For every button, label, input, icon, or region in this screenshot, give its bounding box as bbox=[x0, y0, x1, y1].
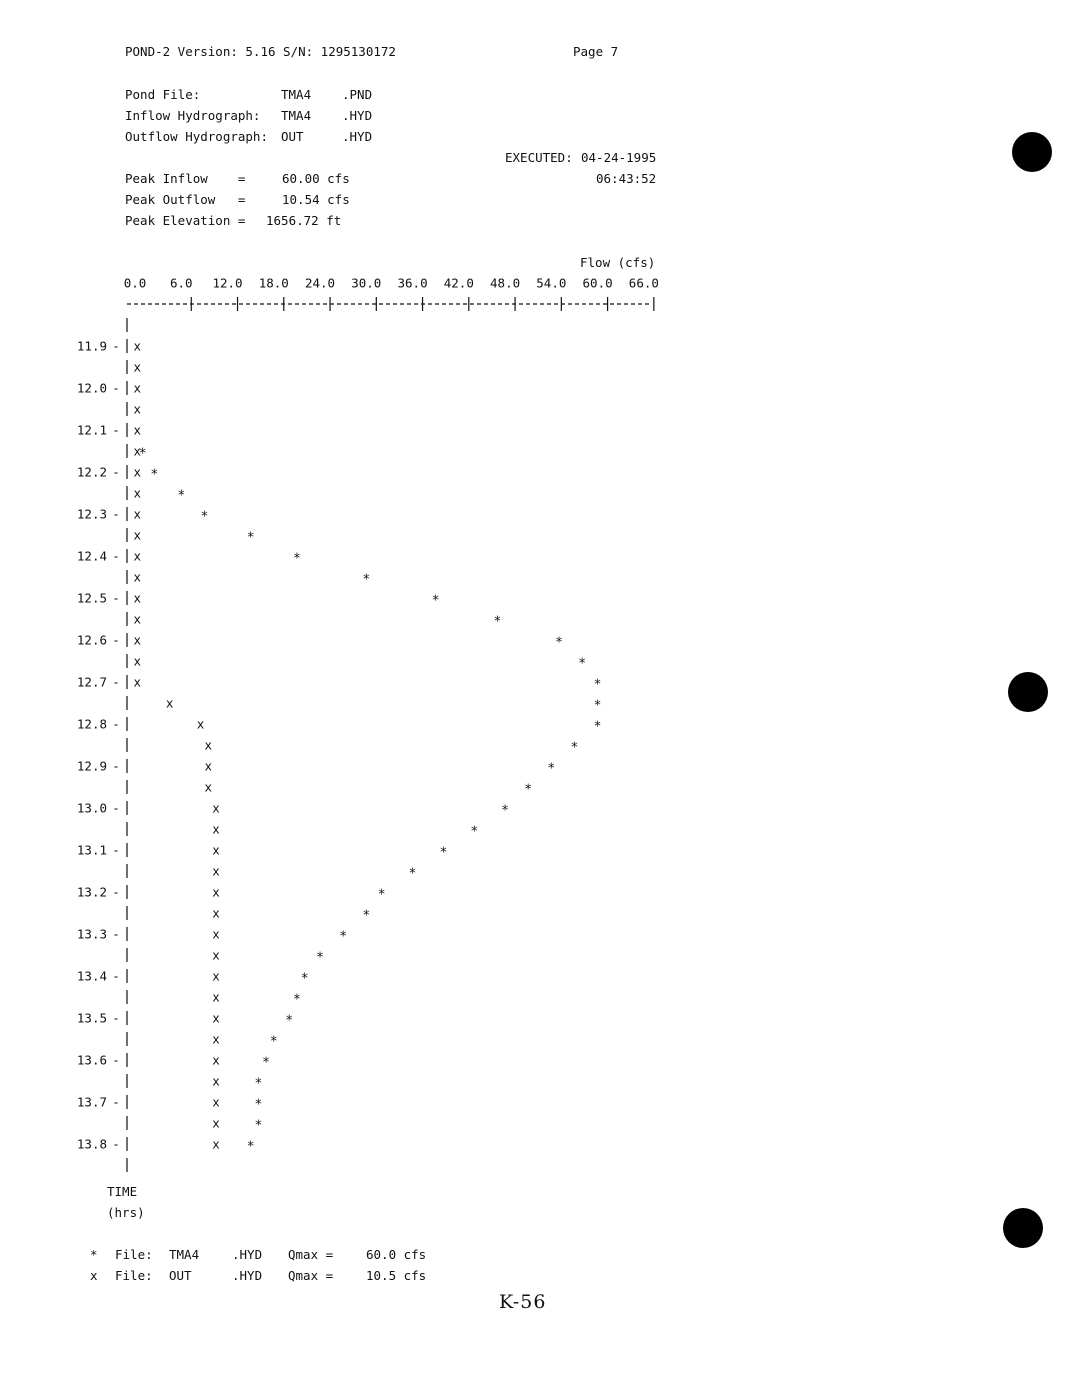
executed-date: 04-24-1995 bbox=[581, 150, 657, 165]
program-version: POND-2 Version: 5.16 S/N: 1295130172 bbox=[125, 44, 396, 59]
outflow-point: x bbox=[133, 527, 142, 543]
inflow-point: * bbox=[470, 824, 479, 840]
outflow-point: x bbox=[212, 1010, 220, 1026]
outflow-point: x bbox=[212, 842, 220, 858]
legend-file-label-inflow: File: bbox=[115, 1247, 153, 1262]
y-tick-mark: - bbox=[112, 590, 120, 606]
y-tick-mark: - bbox=[112, 926, 120, 942]
inflow-point: * bbox=[408, 866, 417, 882]
outflow-point: x bbox=[212, 926, 220, 942]
y-tick-mark: - bbox=[112, 506, 120, 522]
inflow-hydrograph-name: TMA4 bbox=[281, 108, 312, 123]
outflow-point: x bbox=[212, 905, 220, 921]
y-tick-label: 13.5 bbox=[76, 1010, 107, 1026]
inflow-point: * bbox=[292, 992, 301, 1008]
outflow-point: x bbox=[212, 1052, 220, 1068]
y-tick-label: 12.2 bbox=[76, 464, 107, 480]
y-tick-label: 13.3 bbox=[76, 926, 107, 942]
inflow-point: * bbox=[246, 1139, 255, 1155]
inflow-point: * bbox=[439, 845, 448, 861]
y-tick-label: 12.5 bbox=[76, 590, 107, 606]
x-tick-label: 48.0 bbox=[490, 275, 521, 291]
legend-file-name-inflow: TMA4 bbox=[169, 1247, 200, 1262]
outflow-point: x bbox=[133, 401, 142, 417]
page-number: Page 7 bbox=[573, 44, 619, 59]
outflow-point: x bbox=[133, 443, 142, 459]
legend-file-ext-inflow: .HYD bbox=[232, 1247, 263, 1262]
outflow-point: x bbox=[133, 569, 142, 585]
inflow-point: * bbox=[177, 488, 186, 504]
y-tick-label: 12.0 bbox=[76, 380, 107, 396]
outflow-point: x bbox=[212, 1073, 220, 1089]
y-tick-mark: - bbox=[112, 968, 120, 984]
outflow-point: x bbox=[212, 1031, 220, 1047]
legend-qmax-inflow: 60.0 cfs bbox=[366, 1247, 427, 1262]
y-tick-label: 12.7 bbox=[76, 674, 107, 690]
y-tick-label: 11.9 bbox=[76, 338, 107, 354]
outflow-point: x bbox=[133, 380, 142, 396]
outflow-point: x bbox=[212, 968, 220, 984]
x-tick-label: 36.0 bbox=[397, 275, 428, 291]
y-tick-label: 13.2 bbox=[76, 884, 107, 900]
x-tick-label: 66.0 bbox=[628, 275, 659, 291]
y-tick-mark: - bbox=[112, 380, 120, 396]
peak-inflow-label: Peak Inflow = bbox=[125, 171, 246, 186]
peak-outflow-label: Peak Outflow = bbox=[125, 192, 246, 207]
legend-file-name-outflow: OUT bbox=[169, 1268, 192, 1283]
inflow-point: * bbox=[339, 929, 348, 945]
y-tick-mark: - bbox=[112, 884, 120, 900]
peak-inflow-value: 60.00 cfs bbox=[282, 171, 350, 186]
inflow-point: * bbox=[578, 656, 587, 672]
outflow-point: x bbox=[204, 779, 213, 795]
y-tick-mark: - bbox=[112, 674, 120, 690]
outflow-point: x bbox=[212, 1136, 220, 1152]
inflow-point: * bbox=[269, 1034, 278, 1050]
y-tick-mark: - bbox=[112, 1010, 120, 1026]
inflow-point: * bbox=[300, 971, 309, 987]
y-tick-mark: - bbox=[112, 758, 120, 774]
outflow-point: x bbox=[212, 947, 220, 963]
y-tick-mark: - bbox=[112, 1136, 120, 1152]
outflow-point: x bbox=[212, 800, 220, 816]
y-tick-label: 13.6 bbox=[76, 1052, 107, 1068]
outflow-hydrograph-label: Outflow Hydrograph: bbox=[125, 129, 268, 144]
outflow-point: x bbox=[133, 422, 142, 438]
inflow-hydrograph-label: Inflow Hydrograph: bbox=[125, 108, 261, 123]
inflow-point: * bbox=[254, 1118, 263, 1134]
pond-file-label: Pond File: bbox=[125, 87, 201, 102]
outflow-point: x bbox=[204, 758, 213, 774]
inflow-point: * bbox=[138, 446, 147, 462]
inflow-point: * bbox=[547, 761, 556, 777]
y-tick-label: 13.0 bbox=[76, 800, 107, 816]
y-axis-title: TIME bbox=[107, 1184, 138, 1199]
y-tick-mark: - bbox=[112, 338, 120, 354]
outflow-point: x bbox=[133, 632, 142, 648]
y-tick-mark: - bbox=[112, 464, 120, 480]
executed-time: 06:43:52 bbox=[596, 171, 657, 186]
y-tick-mark: - bbox=[112, 632, 120, 648]
inflow-point: * bbox=[570, 740, 579, 756]
pond-file-name: TMA4 bbox=[281, 87, 312, 102]
outflow-hydrograph-ext: .HYD bbox=[342, 129, 373, 144]
outflow-point: x bbox=[133, 590, 142, 606]
y-tick-label: 13.4 bbox=[76, 968, 107, 984]
peak-elevation-label: Peak Elevation = bbox=[125, 213, 246, 228]
x-tick-label: 30.0 bbox=[351, 275, 382, 291]
pond-file-ext: .PND bbox=[342, 87, 373, 102]
x-tick-label: 18.0 bbox=[258, 275, 289, 291]
inflow-point: * bbox=[493, 614, 502, 630]
y-tick-label: 12.9 bbox=[76, 758, 107, 774]
inflow-point: * bbox=[262, 1055, 270, 1071]
outflow-point: x bbox=[133, 485, 142, 501]
inflow-point: * bbox=[377, 887, 386, 903]
inflow-point: * bbox=[254, 1076, 263, 1092]
legend-file-ext-outflow: .HYD bbox=[232, 1268, 263, 1283]
y-tick-mark: - bbox=[112, 422, 120, 438]
legend-file-label-outflow: File: bbox=[115, 1268, 153, 1283]
x-tick-label: 54.0 bbox=[536, 275, 567, 291]
x-tick-label: 0.0 bbox=[123, 275, 147, 291]
y-tick-label: 12.6 bbox=[76, 632, 107, 648]
inflow-point: * bbox=[254, 1097, 263, 1113]
inflow-point: * bbox=[316, 950, 324, 966]
x-tick-label: 24.0 bbox=[304, 275, 336, 291]
inflow-point: * bbox=[555, 635, 563, 651]
outflow-point: x bbox=[212, 989, 220, 1005]
y-tick-mark: - bbox=[112, 800, 120, 816]
outflow-point: x bbox=[204, 737, 213, 753]
inflow-point: * bbox=[593, 677, 602, 693]
y-tick-label: 12.4 bbox=[76, 548, 107, 564]
legend-qmax-label-outflow: Qmax = bbox=[288, 1268, 334, 1283]
outflow-point: x bbox=[133, 338, 142, 354]
inflow-point: * bbox=[150, 467, 159, 483]
outflow-point: x bbox=[212, 1115, 220, 1131]
inflow-point: * bbox=[362, 572, 371, 588]
legend-symbol-inflow: * bbox=[90, 1247, 98, 1262]
y-tick-label: 12.8 bbox=[76, 716, 107, 732]
inflow-point: * bbox=[246, 530, 255, 546]
inflow-point: * bbox=[285, 1013, 294, 1029]
legend-qmax-outflow: 10.5 cfs bbox=[366, 1268, 427, 1283]
x-tick-label: 42.0 bbox=[443, 275, 474, 291]
inflow-point: * bbox=[501, 803, 509, 819]
inflow-point: * bbox=[362, 908, 371, 924]
y-tick-label: 13.7 bbox=[76, 1094, 107, 1110]
y-tick-label: 12.1 bbox=[76, 422, 107, 438]
inflow-point: * bbox=[431, 593, 440, 609]
outflow-point: x bbox=[133, 359, 142, 375]
outflow-point: x bbox=[212, 1094, 220, 1110]
y-tick-mark: - bbox=[112, 716, 120, 732]
executed-label: EXECUTED: bbox=[505, 150, 573, 165]
peak-elevation-value: 1656.72 ft bbox=[266, 213, 342, 228]
y-tick-label: 13.8 bbox=[76, 1136, 107, 1152]
outflow-point: x bbox=[212, 884, 220, 900]
y-tick-mark: - bbox=[112, 842, 120, 858]
outflow-point: x bbox=[133, 674, 142, 690]
outflow-point: x bbox=[212, 821, 220, 837]
outflow-point: x bbox=[165, 695, 174, 711]
x-tick-label: 60.0 bbox=[582, 275, 613, 291]
outflow-point: x bbox=[212, 863, 220, 879]
inflow-point: * bbox=[593, 698, 602, 714]
y-tick-mark: - bbox=[112, 1052, 120, 1068]
x-tick-label: 12.0 bbox=[212, 275, 243, 291]
inflow-point: * bbox=[524, 782, 533, 798]
legend-symbol-outflow: x bbox=[90, 1268, 98, 1283]
legend-qmax-label-inflow: Qmax = bbox=[288, 1247, 334, 1262]
peak-outflow-value: 10.54 cfs bbox=[282, 192, 350, 207]
outflow-point: x bbox=[133, 464, 142, 480]
inflow-point: * bbox=[593, 719, 602, 735]
y-tick-mark: - bbox=[112, 548, 120, 564]
outflow-point: x bbox=[133, 653, 142, 669]
page-id: K-56 bbox=[499, 1291, 547, 1313]
x-axis-title: Flow (cfs) bbox=[580, 255, 656, 270]
inflow-point: * bbox=[292, 551, 301, 567]
outflow-point: x bbox=[133, 611, 142, 627]
y-tick-label: 12.3 bbox=[76, 506, 107, 522]
y-axis-units: (hrs) bbox=[107, 1205, 145, 1220]
x-tick-label: 6.0 bbox=[169, 275, 193, 291]
y-tick-mark: - bbox=[112, 1094, 120, 1110]
y-tick-label: 13.1 bbox=[76, 842, 107, 858]
outflow-hydrograph-name: OUT bbox=[281, 129, 304, 144]
outflow-point: x bbox=[133, 548, 142, 564]
outflow-point: x bbox=[196, 716, 205, 732]
inflow-hydrograph-ext: .HYD bbox=[342, 108, 373, 123]
outflow-point: x bbox=[133, 506, 142, 522]
inflow-point: * bbox=[200, 509, 209, 525]
